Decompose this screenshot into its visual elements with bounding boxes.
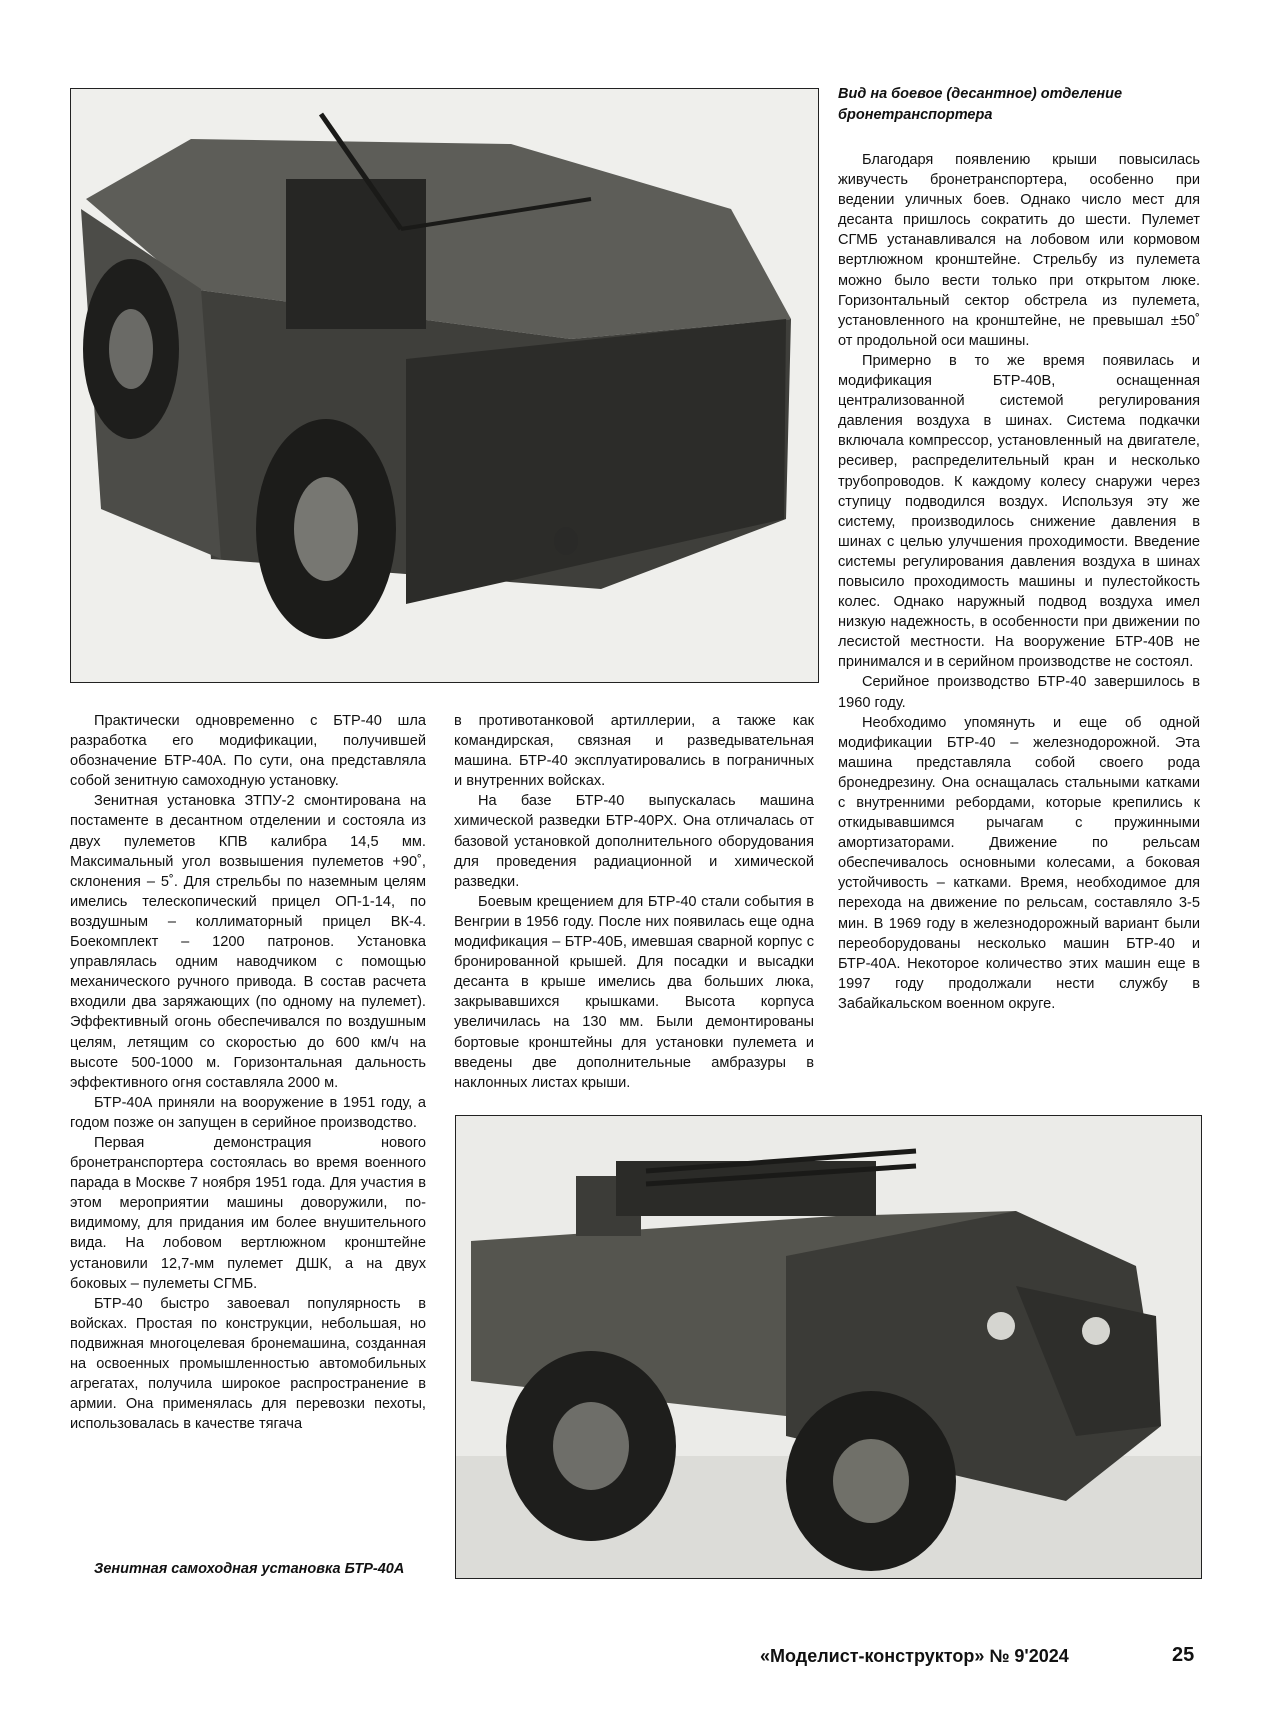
col2-paragraph-1: в противотанковой артиллерии, а также как командирская, связная и разведывательная машина. БТР-40 эксплуатировались в пограничных и внутренних войсках.: [454, 713, 814, 790]
column-middle: [454, 711, 814, 1093]
bottom-photo-caption: Зенитная самоходная установка БТР-40А: [94, 1561, 405, 1577]
column-right: [838, 150, 1200, 1014]
col3-paragraph-1: Благодаря появлению крыши повысилась живучесть бронетранспортера, особенно при ведении уличных боев. Однако число мест для десанта пришлось сократить до шести. Пулемет СГМБ устанавливался на лобовом или кормовом вертлюжном кронштейне. Стрельбу из пулемета можно было вести только при открытом люке. Горизонтальный сектор обстрела из пулемета, установленного на кронштейне, не превышал ±50˚ от продольной оси машины.: [838, 152, 1200, 349]
top-photo: [70, 88, 819, 683]
bottom-photo: [455, 1115, 1202, 1579]
page-number: 25: [1172, 1644, 1195, 1666]
col1-paragraph-4: Первая демонстрация нового бронетранспортера состоялась во время военного парада в Москве 7 ноября 1951 года. Для участия в этом мероприятии машины доворужили, по-видимому, для придания им более внушительного вида. На лобовом вертлюжном кронштейне установили 12,7-мм пулемет ДШК, а на двух боковых – пулеметы СГМБ.: [70, 1134, 426, 1292]
col3-paragraph-3: Серийное производство БТР-40 завершилось в 1960 году.: [838, 674, 1200, 711]
col2-paragraph-3: Боевым крещением для БТР-40 стали события в Венгрии в 1956 году. После них появилась еще одна модификация – БТР-40Б, имевшая сварной корпус с бронированной крышей. Для посадки и высадки десанта в крыше имелись два больших люка, закрывавшихся крышками. Высота корпуса увеличилась на 130 мм. Были демонтированы бортовые кронштейны для установки пулемета и введены две дополнительные амбразуры в наклонных листах крыши.: [454, 893, 814, 1091]
bottom-photo-illustration: [456, 1116, 1201, 1578]
col1-paragraph-2: Зенитная установка ЗТПУ-2 смонтирована на постаменте в десантном отделении и состояла из двух пулеметов КПВ калибра 14,5 мм. Максимальный угол возвышения пулеметов +90˚, склонения – 5˚. Для стрельбы по наземным целям имелись телескопический прицел ОП-1-14, по воздушным – коллиматорный прицел ВК-4. Боекомплект – 1200 патронов. Установка управлялась одним наводчиком с помощью механического ручного привода. В состав расчета входили два заряжающих (по одному на пулемет). Эффективный огонь обеспечивался по воздушным целям, летящим со скоростью до 600 км/ч на высоте 500-1000 м. Горизонтальная дальность эффективного огня составляла 2000 м.: [70, 793, 426, 1091]
top-photo-illustration: [71, 89, 818, 682]
top-photo-caption: Вид на боевое (десантное) отделение бронетранспортера: [838, 86, 1123, 123]
col1-paragraph-1: Практически одновременно с БТР-40 шла разработка его модификации, получившей обозначение БТР-40А. По сути, она представляла собой зенитную самоходную установку.: [70, 713, 426, 790]
column-left: [70, 711, 426, 1434]
col3-paragraph-2: Примерно в то же время появилась и модификация БТР-40В, оснащенная централизованной системой регулирования давления воздуха в шинах. Система подкачки включала компрессор, установленный на двигателе, ресивер, распределительный кран и несколько трубопроводов. К каждому колесу снаружи через ступицу подводился воздух. Используя эту же систему, производилось снижение давления в шинах с целью улучшения проходимости. Введение системы регулирования давления воздуха в шинах повысило проходимость машины и пулестойкость колес. Однако наружный подвод воздуха имел низкую надежность, в особенности при движении по лесистой местности. На вооружение БТР-40В не принимался и в серийном производстве не состоял.: [838, 352, 1200, 671]
col3-paragraph-4: Необходимо упомянуть и еще об одной модификации БТР-40 – железнодорожной. Эта машина представляла собой своего рода бронедрезину. Она оснащалась стальными катками с внутренними ребордами, которые крепились к откидывавшимся рычагам с пружинными амортизаторами. Движение по рельсам обеспечивалось основными колесами, а боковая устойчивость – катками. Время, необходимое для перехода на движение по рельсам, составляло 3-5 мин. В 1969 году в железнодорожный вариант были переоборудованы несколько машин БТР-40 и БТР-40А. Некоторое количество этих машин еще в 1997 году продолжали нести службу в Забайкальском военном округе.: [838, 714, 1200, 1012]
col2-paragraph-2: На базе БТР-40 выпускалась машина химической разведки БТР-40РХ. Она отличалась от базовой установкой дополнительного оборудования для проведения радиационной и химической разведки.: [454, 793, 814, 890]
col1-paragraph-3: БТР-40А приняли на вооружение в 1951 году, а годом позже он запущен в серийное производство.: [70, 1094, 426, 1131]
magazine-title: «Моделист-конструктор» № 9'2024: [760, 1646, 1069, 1666]
col1-paragraph-5: БТР-40 быстро завоевал популярность в войсках. Простая по конструкции, небольшая, но подвижная многоцелевая бронемашина, созданная на освоенных промышленностью автомобильных агрегатах, получила широкое распространение в армии. Она применялась для перевозки пехоты, использовалась в качестве тягача: [70, 1295, 426, 1433]
